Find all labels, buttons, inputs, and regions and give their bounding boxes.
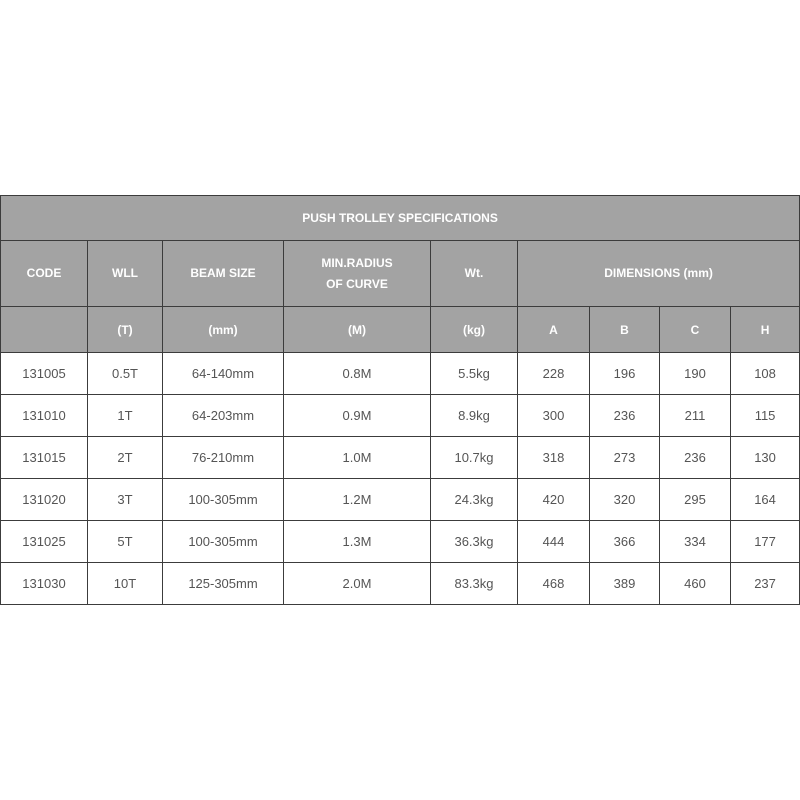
cell-weight: 5.5kg — [431, 353, 518, 395]
unit-dim-c: C — [660, 307, 731, 353]
cell-wll: 10T — [88, 563, 163, 605]
cell-weight: 8.9kg — [431, 395, 518, 437]
header-code: CODE — [1, 241, 88, 307]
cell-dim-h: 177 — [731, 521, 800, 563]
cell-min-radius: 1.0M — [284, 437, 431, 479]
cell-beam-size: 76-210mm — [163, 437, 284, 479]
table-row — [1, 521, 800, 563]
cell-beam-size: 125-305mm — [163, 563, 284, 605]
cell-min-radius: 2.0M — [284, 563, 431, 605]
cell-dim-b: 196 — [590, 353, 660, 395]
table-units-row — [1, 307, 800, 353]
cell-min-radius: 0.9M — [284, 395, 431, 437]
cell-code: 131020 — [1, 479, 88, 521]
cell-dim-c: 460 — [660, 563, 731, 605]
table-row — [1, 479, 800, 521]
cell-code: 131030 — [1, 563, 88, 605]
cell-wll: 1T — [88, 395, 163, 437]
unit-dim-a: A — [518, 307, 590, 353]
table-row — [1, 563, 800, 605]
cell-dim-c: 295 — [660, 479, 731, 521]
cell-dim-b: 236 — [590, 395, 660, 437]
header-beam-size: BEAM SIZE — [163, 241, 284, 307]
unit-wll: (T) — [88, 307, 163, 353]
cell-beam-size: 100-305mm — [163, 479, 284, 521]
header-weight: Wt. — [431, 241, 518, 307]
table-row — [1, 437, 800, 479]
cell-wll: 2T — [88, 437, 163, 479]
table-title: PUSH TROLLEY SPECIFICATIONS — [1, 196, 800, 241]
unit-code — [1, 307, 88, 353]
cell-beam-size: 64-203mm — [163, 395, 284, 437]
cell-weight: 10.7kg — [431, 437, 518, 479]
table-header-row — [1, 241, 800, 307]
cell-dim-c: 236 — [660, 437, 731, 479]
unit-dim-h: H — [731, 307, 800, 353]
cell-dim-a: 444 — [518, 521, 590, 563]
cell-code: 131015 — [1, 437, 88, 479]
cell-dim-b: 366 — [590, 521, 660, 563]
cell-dim-a: 468 — [518, 563, 590, 605]
unit-beam-size: (mm) — [163, 307, 284, 353]
cell-dim-h: 108 — [731, 353, 800, 395]
cell-min-radius: 1.2M — [284, 479, 431, 521]
cell-weight: 36.3kg — [431, 521, 518, 563]
unit-dim-b: B — [590, 307, 660, 353]
header-min-radius-line2: OF CURVE — [326, 276, 388, 291]
table-row — [1, 353, 800, 395]
header-wll: WLL — [88, 241, 163, 307]
cell-min-radius: 1.3M — [284, 521, 431, 563]
header-dimensions: DIMENSIONS (mm) — [518, 241, 800, 307]
cell-dim-h: 164 — [731, 479, 800, 521]
unit-weight: (kg) — [431, 307, 518, 353]
table-title-row — [1, 196, 800, 241]
cell-dim-h: 115 — [731, 395, 800, 437]
cell-dim-h: 130 — [731, 437, 800, 479]
cell-wll: 3T — [88, 479, 163, 521]
cell-dim-a: 300 — [518, 395, 590, 437]
cell-weight: 83.3kg — [431, 563, 518, 605]
cell-code: 131010 — [1, 395, 88, 437]
cell-code: 131005 — [1, 353, 88, 395]
cell-dim-b: 389 — [590, 563, 660, 605]
cell-code: 131025 — [1, 521, 88, 563]
table-row — [1, 395, 800, 437]
cell-dim-c: 190 — [660, 353, 731, 395]
cell-dim-h: 237 — [731, 563, 800, 605]
cell-dim-a: 318 — [518, 437, 590, 479]
cell-dim-a: 420 — [518, 479, 590, 521]
cell-weight: 24.3kg — [431, 479, 518, 521]
header-min-radius-line1: MIN.RADIUS — [321, 255, 393, 270]
cell-min-radius: 0.8M — [284, 353, 431, 395]
cell-wll: 5T — [88, 521, 163, 563]
cell-beam-size: 100-305mm — [163, 521, 284, 563]
header-min-radius — [284, 241, 431, 307]
cell-wll: 0.5T — [88, 353, 163, 395]
push-trolley-spec-table — [0, 195, 800, 605]
cell-dim-c: 334 — [660, 521, 731, 563]
cell-dim-b: 320 — [590, 479, 660, 521]
cell-dim-c: 211 — [660, 395, 731, 437]
cell-dim-b: 273 — [590, 437, 660, 479]
cell-beam-size: 64-140mm — [163, 353, 284, 395]
unit-min-radius: (M) — [284, 307, 431, 353]
cell-dim-a: 228 — [518, 353, 590, 395]
